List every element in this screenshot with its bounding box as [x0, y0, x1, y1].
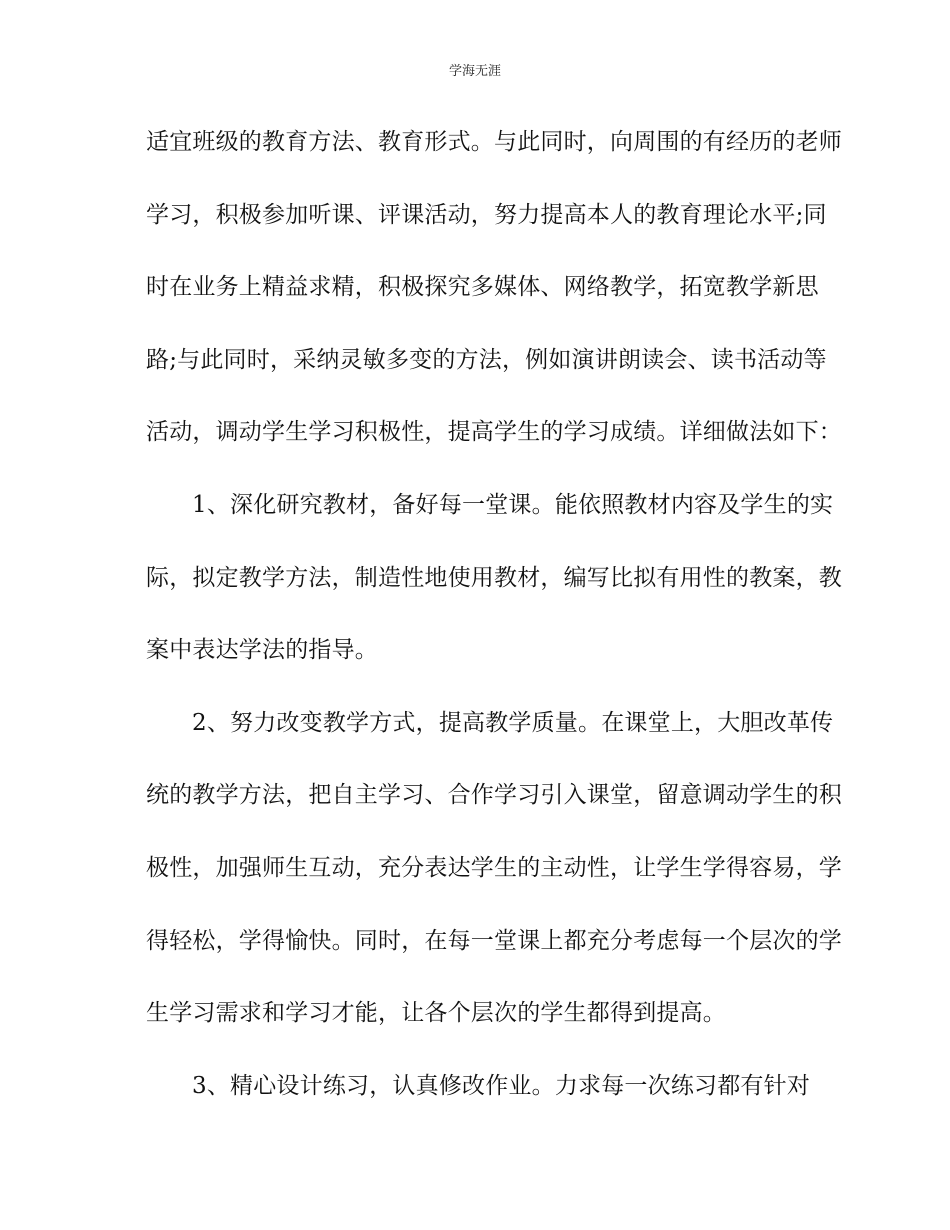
text-line: 路;与此同时，采纳灵敏多变的方法，例如演讲朗读会、读书活动等: [146, 346, 827, 373]
text-line: 际，拟定教学方法，制造性地使用教材，编写比拟有用性的教案，教: [146, 564, 842, 591]
text-line: 学习，积极参加听课、评课活动，努力提高本人的教育理论水平;同: [146, 201, 827, 228]
text-line: 极性，加强师生互动，充分表达学生的主动性，让学生学得容易，学: [146, 854, 842, 881]
text-line: 生学习需求和学习才能，让各个层次的学生都得到提高。: [146, 1000, 726, 1027]
text-line: 适宜班级的教育方法、教育形式。与此同时，向周围的有经历的老师: [146, 129, 842, 155]
text-line: 得轻松，学得愉快。同时，在每一堂课上都充分考虑每一个层次的学: [146, 927, 842, 954]
page-header: 学海无涯: [448, 64, 501, 79]
paragraph-1-start: 1、深化研究教材，备好每一堂课。能依照教材内容及学生的实: [192, 491, 834, 518]
text-line: 案中表达学法的指导。: [146, 637, 378, 664]
text-line: 统的教学方法，把自主学习、合作学习引入课堂，留意调动学生的积: [146, 782, 842, 809]
paragraph-2-start: 2、努力改变教学方式，提高教学质量。在课堂上，大胆改革传: [192, 709, 834, 736]
text-line: 活动，调动学生学习积极性，提高学生的学习成绩。详细做法如下：: [146, 419, 842, 446]
text-line: 时在业务上精益求精，积极探究多媒体、网络教学，拓宽教学新思: [146, 274, 819, 301]
paragraph-3-start: 3、精心设计练习，认真修改作业。力求每一次练习都有针对: [192, 1072, 811, 1099]
document-body: [146, 120, 842, 1136]
